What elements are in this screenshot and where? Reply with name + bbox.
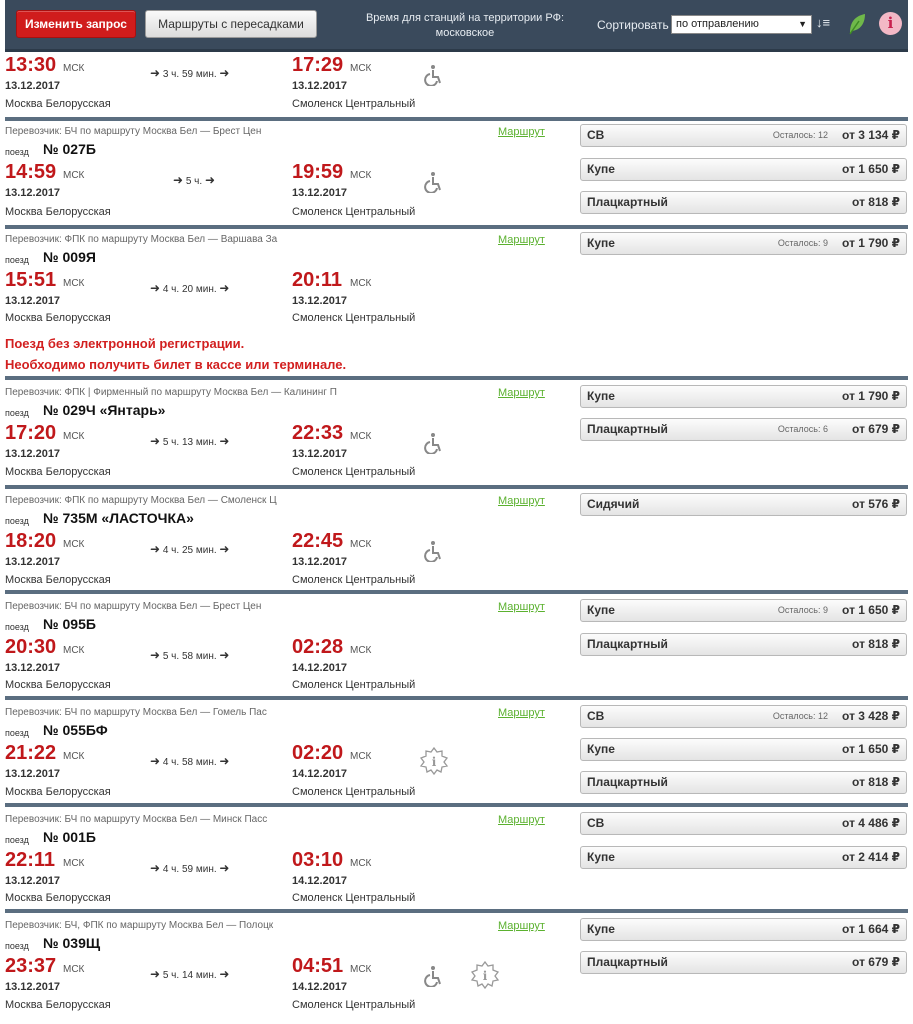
- msk-label: МСК: [350, 964, 372, 975]
- fare-price: от 3 428 ₽: [842, 709, 900, 723]
- msk-label: МСК: [350, 539, 372, 550]
- departure-date: 13.12.2017: [5, 448, 61, 460]
- fare-option[interactable]: [580, 812, 907, 835]
- train-number: № 735М «ЛАСТОЧКА»: [43, 510, 194, 526]
- departure-time: 22:11: [5, 849, 56, 871]
- fare-option[interactable]: [580, 599, 907, 622]
- train-label: поезд: [5, 408, 29, 418]
- arrival-time: 19:59: [292, 161, 344, 183]
- fare-option[interactable]: [580, 385, 907, 408]
- arrival-time: 17:29: [292, 54, 344, 76]
- train-number: № 009Я: [43, 249, 96, 265]
- carrier-info: Перевозчик: БЧ по маршруту Москва Бел — Гомель Пас: [5, 707, 267, 718]
- arrow-right-icon: ➜: [173, 173, 184, 187]
- fare-price: от 1 650 ₽: [842, 162, 900, 176]
- arrow-right-icon: ➜: [150, 861, 161, 875]
- arrow-right-icon: ➜: [150, 648, 161, 662]
- fare-class: Плацкартный: [587, 775, 668, 789]
- train-label: поезд: [5, 255, 29, 265]
- sort-select[interactable]: [671, 15, 812, 34]
- arrow-right-icon: ➜: [204, 173, 216, 187]
- arrival-date: 13.12.2017: [292, 80, 348, 92]
- arrow-right-icon: ➜: [219, 434, 230, 448]
- msk-label: МСК: [63, 539, 85, 550]
- departure-time: 13:30: [5, 54, 57, 76]
- duration-text: 5 ч. 58 мин.: [162, 651, 217, 662]
- wheelchair-icon: [422, 64, 444, 86]
- train-row: [5, 382, 908, 486]
- travel-duration: [173, 173, 215, 187]
- route-link[interactable]: Маршрут: [498, 234, 545, 246]
- departure-time: 21:22: [5, 742, 57, 764]
- departure-date: 13.12.2017: [5, 80, 61, 92]
- route-link[interactable]: Маршрут: [498, 814, 545, 826]
- route-link[interactable]: Маршрут: [498, 126, 545, 138]
- gear-info-icon[interactable]: [470, 960, 500, 990]
- row-divider: [5, 485, 908, 489]
- duration-text: 4 ч. 20 мин.: [162, 284, 217, 295]
- duration-text: 4 ч. 25 мин.: [162, 545, 217, 556]
- train-number: № 027Б: [43, 141, 96, 157]
- fare-option[interactable]: [580, 232, 907, 255]
- arrival-date: 13.12.2017: [292, 556, 348, 568]
- svg-text:i: i: [482, 969, 488, 983]
- travel-duration: [150, 648, 229, 662]
- seats-left: Осталось: 12: [772, 711, 828, 721]
- msk-label: МСК: [350, 751, 372, 762]
- arrival-date: 14.12.2017: [292, 875, 348, 887]
- duration-text: 5 ч.: [185, 176, 203, 187]
- train-label: поезд: [5, 835, 29, 845]
- row-divider: [5, 909, 908, 913]
- travel-duration: [150, 542, 229, 556]
- seats-left: Осталось: 12: [772, 130, 828, 140]
- carrier-info: Перевозчик: БЧ по маршруту Москва Бел — Брест Цен: [5, 601, 262, 612]
- fare-option[interactable]: [580, 705, 907, 728]
- arrival-station: Смоленск Центральный: [292, 98, 416, 110]
- arrival-date: 13.12.2017: [292, 448, 348, 460]
- arrival-station: Смоленск Центральный: [292, 999, 416, 1011]
- fare-option[interactable]: [580, 951, 907, 974]
- warning-no-e-registration: Поезд без электронной регистрации.: [5, 336, 245, 351]
- msk-label: МСК: [63, 431, 85, 442]
- train-label: поезд: [5, 941, 29, 951]
- train-label: поезд: [5, 622, 29, 632]
- time-zone-note: Время для станций на территории РФ: московское: [365, 12, 565, 39]
- travel-duration: [150, 281, 229, 295]
- fare-option[interactable]: [580, 738, 907, 761]
- departure-time: 20:30: [5, 636, 57, 658]
- arrival-date: 13.12.2017: [292, 295, 348, 307]
- train-label: поезд: [5, 147, 29, 157]
- departure-station: Москва Белорусская: [5, 574, 111, 586]
- fare-price: от 2 414 ₽: [842, 850, 900, 864]
- msk-label: МСК: [350, 858, 372, 869]
- departure-date: 13.12.2017: [5, 662, 61, 674]
- fare-price: от 1 650 ₽: [842, 603, 900, 617]
- departure-station: Москва Белорусская: [5, 312, 111, 324]
- wheelchair-icon: [422, 540, 444, 562]
- warning-get-ticket: Необходимо получить билет в кассе или терминале.: [5, 357, 347, 372]
- departure-date: 13.12.2017: [5, 875, 61, 887]
- train-number: № 001Б: [43, 829, 96, 845]
- departure-time: 23:37: [5, 955, 57, 977]
- travel-duration: [150, 66, 229, 80]
- departure-time: 18:20: [5, 530, 57, 552]
- fare-price: от 818 ₽: [852, 637, 900, 651]
- sort-order-icon[interactable]: ↓≡: [816, 15, 831, 30]
- fare-class: СВ: [587, 709, 605, 723]
- fare-option[interactable]: [580, 846, 907, 869]
- departure-station: Москва Белорусская: [5, 206, 111, 218]
- fare-price: от 1 650 ₽: [842, 742, 900, 756]
- arrival-time: 02:28: [292, 636, 344, 658]
- arrow-right-icon: ➜: [150, 754, 161, 768]
- fare-class: Сидячий: [587, 497, 640, 511]
- msk-label: МСК: [63, 170, 85, 181]
- wheelchair-icon: [422, 171, 444, 193]
- route-link[interactable]: Маршрут: [498, 920, 545, 932]
- departure-time: 17:20: [5, 422, 57, 444]
- msk-label: МСК: [63, 964, 85, 975]
- train-row: [5, 809, 908, 909]
- arrival-time: 03:10: [292, 849, 344, 871]
- msk-label: МСК: [63, 63, 85, 74]
- wheelchair-icon: [422, 965, 444, 987]
- fare-class: Плацкартный: [587, 637, 668, 651]
- fare-class: Плацкартный: [587, 955, 668, 969]
- departure-station: Москва Белорусская: [5, 892, 111, 904]
- fare-price: от 1 664 ₽: [842, 922, 900, 936]
- arrival-time: 02:20: [292, 742, 344, 764]
- arrival-station: Смоленск Центральный: [292, 679, 416, 691]
- seats-left: Осталось: 6: [777, 424, 828, 434]
- train-number: № 095Б: [43, 616, 96, 632]
- train-row: [5, 702, 908, 802]
- fare-class: Купе: [587, 742, 615, 756]
- travel-duration: [150, 754, 229, 768]
- fare-option[interactable]: [580, 633, 907, 656]
- arrival-time: 22:33: [292, 422, 344, 444]
- fare-class: Купе: [587, 603, 615, 617]
- msk-label: МСК: [63, 645, 85, 656]
- arrow-right-icon: ➜: [150, 66, 161, 80]
- msk-label: МСК: [63, 278, 85, 289]
- departure-date: 13.12.2017: [5, 556, 61, 568]
- seats-left: Осталось: 9: [777, 605, 828, 615]
- arrival-date: 14.12.2017: [292, 981, 348, 993]
- carrier-info: Перевозчик: ФПК по маршруту Москва Бел — Варшава За: [5, 234, 278, 245]
- fare-price: от 1 790 ₽: [842, 389, 900, 403]
- seats-left: Осталось: 9: [777, 238, 828, 248]
- fare-option[interactable]: [580, 771, 907, 794]
- departure-date: 13.12.2017: [5, 768, 61, 780]
- msk-label: МСК: [350, 170, 372, 181]
- duration-text: 5 ч. 14 мин.: [162, 970, 217, 981]
- train-label: поезд: [5, 728, 29, 738]
- fare-class: СВ: [587, 128, 605, 142]
- fare-option[interactable]: [580, 191, 907, 214]
- departure-date: 13.12.2017: [5, 981, 61, 993]
- fare-option[interactable]: [580, 418, 907, 441]
- arrow-right-icon: ➜: [219, 281, 230, 295]
- row-divider: [5, 803, 908, 807]
- departure-station: Москва Белорусская: [5, 98, 111, 110]
- msk-label: МСК: [350, 278, 372, 289]
- sort-select-value: по отправлению: [676, 18, 759, 30]
- arrow-right-icon: ➜: [150, 542, 161, 556]
- fare-option[interactable]: [580, 918, 907, 941]
- fare-price: от 3 134 ₽: [842, 128, 900, 142]
- arrow-right-icon: ➜: [219, 754, 230, 768]
- arrival-time: 04:51: [292, 955, 344, 977]
- arrival-station: Смоленск Центральный: [292, 574, 416, 586]
- arrival-station: Смоленск Центральный: [292, 312, 416, 324]
- chevron-down-icon: ▼: [798, 19, 807, 29]
- departure-date: 13.12.2017: [5, 187, 61, 199]
- departure-station: Москва Белорусская: [5, 786, 111, 798]
- travel-duration: [150, 861, 229, 875]
- arrow-right-icon: ➜: [219, 861, 230, 875]
- fare-class: Купе: [587, 922, 615, 936]
- fare-class: Плацкартный: [587, 422, 668, 436]
- departure-station: Москва Белорусская: [5, 679, 111, 691]
- fare-option[interactable]: [580, 493, 907, 516]
- train-row: [5, 596, 908, 696]
- fare-price: от 4 486 ₽: [842, 816, 900, 830]
- arrival-time: 20:11: [292, 269, 343, 291]
- fare-class: Купе: [587, 162, 615, 176]
- duration-text: 4 ч. 59 мин.: [162, 864, 217, 875]
- leaf-icon[interactable]: [847, 12, 867, 36]
- train-label: поезд: [5, 516, 29, 526]
- departure-time: 15:51: [5, 269, 57, 291]
- fare-class: Купе: [587, 389, 615, 403]
- train-row: [5, 121, 908, 225]
- arrival-time: 22:45: [292, 530, 344, 552]
- departure-date: 13.12.2017: [5, 295, 61, 307]
- msk-label: МСК: [350, 431, 372, 442]
- carrier-info: Перевозчик: БЧ по маршруту Москва Бел — Минск Пасс: [5, 814, 268, 825]
- row-divider: [5, 376, 908, 380]
- svg-text:i: i: [431, 755, 437, 769]
- arrow-right-icon: ➜: [219, 542, 230, 556]
- train-number: № 039Щ: [43, 935, 101, 951]
- gear-info-icon[interactable]: [419, 746, 449, 776]
- fare-price: от 679 ₽: [852, 422, 900, 436]
- msk-label: МСК: [63, 858, 85, 869]
- departure-time: 14:59: [5, 161, 57, 183]
- fare-price: от 679 ₽: [852, 955, 900, 969]
- change-request-button[interactable]: Изменить запрос: [16, 10, 136, 38]
- routes-with-transfers-button[interactable]: Маршруты с пересадками: [145, 10, 317, 38]
- departure-station: Москва Белорусская: [5, 999, 111, 1011]
- info-icon[interactable]: i: [879, 12, 902, 35]
- carrier-info: Перевозчик: ФПК | Фирменный по маршруту Москва Бел — Калининг П: [5, 387, 337, 398]
- fare-class: Плацкартный: [587, 195, 668, 209]
- train-number: № 029Ч «Янтарь»: [43, 402, 166, 418]
- duration-text: 5 ч. 13 мин.: [162, 437, 217, 448]
- fare-price: от 818 ₽: [852, 775, 900, 789]
- carrier-info: Перевозчик: БЧ, ФПК по маршруту Москва Бел — Полоцк: [5, 920, 274, 931]
- fare-class: Купе: [587, 236, 615, 250]
- train-row: [5, 915, 908, 1020]
- sort-label: Сортировать: [597, 18, 669, 32]
- duration-text: 3 ч. 59 мин.: [162, 69, 217, 80]
- arrow-right-icon: ➜: [219, 967, 230, 981]
- fare-class: СВ: [587, 816, 605, 830]
- fare-price: от 1 790 ₽: [842, 236, 900, 250]
- train-row: [5, 52, 908, 112]
- arrival-date: 14.12.2017: [292, 662, 348, 674]
- top-toolbar: [5, 0, 908, 52]
- fare-price: от 818 ₽: [852, 195, 900, 209]
- row-divider: [5, 696, 908, 700]
- travel-duration: [150, 967, 229, 981]
- arrow-right-icon: ➜: [150, 967, 161, 981]
- arrival-date: 13.12.2017: [292, 187, 348, 199]
- route-link[interactable]: Маршрут: [498, 601, 545, 613]
- arrow-right-icon: ➜: [150, 434, 161, 448]
- duration-text: 4 ч. 58 мин.: [162, 757, 217, 768]
- carrier-info: Перевозчик: БЧ по маршруту Москва Бел — Брест Цен: [5, 126, 262, 137]
- fare-price: от 576 ₽: [852, 497, 900, 511]
- departure-station: Москва Белорусская: [5, 466, 111, 478]
- row-divider: [5, 590, 908, 594]
- fare-option[interactable]: [580, 158, 907, 181]
- arrival-station: Смоленск Центральный: [292, 786, 416, 798]
- carrier-info: Перевозчик: ФПК по маршруту Москва Бел — Смоленск Ц: [5, 495, 277, 506]
- route-link[interactable]: Маршрут: [498, 495, 545, 507]
- arrival-station: Смоленск Центральный: [292, 892, 416, 904]
- msk-label: МСК: [350, 645, 372, 656]
- train-number: № 055БФ: [43, 722, 108, 738]
- arrival-date: 14.12.2017: [292, 768, 348, 780]
- route-link[interactable]: Маршрут: [498, 387, 545, 399]
- arrival-station: Смоленск Центральный: [292, 466, 416, 478]
- arrow-right-icon: ➜: [150, 281, 161, 295]
- travel-duration: [150, 434, 229, 448]
- fare-class: Купе: [587, 850, 615, 864]
- fare-option[interactable]: [580, 124, 907, 147]
- arrow-right-icon: ➜: [219, 66, 230, 80]
- msk-label: МСК: [63, 751, 85, 762]
- msk-label: МСК: [350, 63, 372, 74]
- arrival-station: Смоленск Центральный: [292, 206, 416, 218]
- train-row: [5, 229, 908, 375]
- train-row: [5, 490, 908, 590]
- route-link[interactable]: Маршрут: [498, 707, 545, 719]
- wheelchair-icon: [422, 432, 444, 454]
- arrow-right-icon: ➜: [219, 648, 230, 662]
